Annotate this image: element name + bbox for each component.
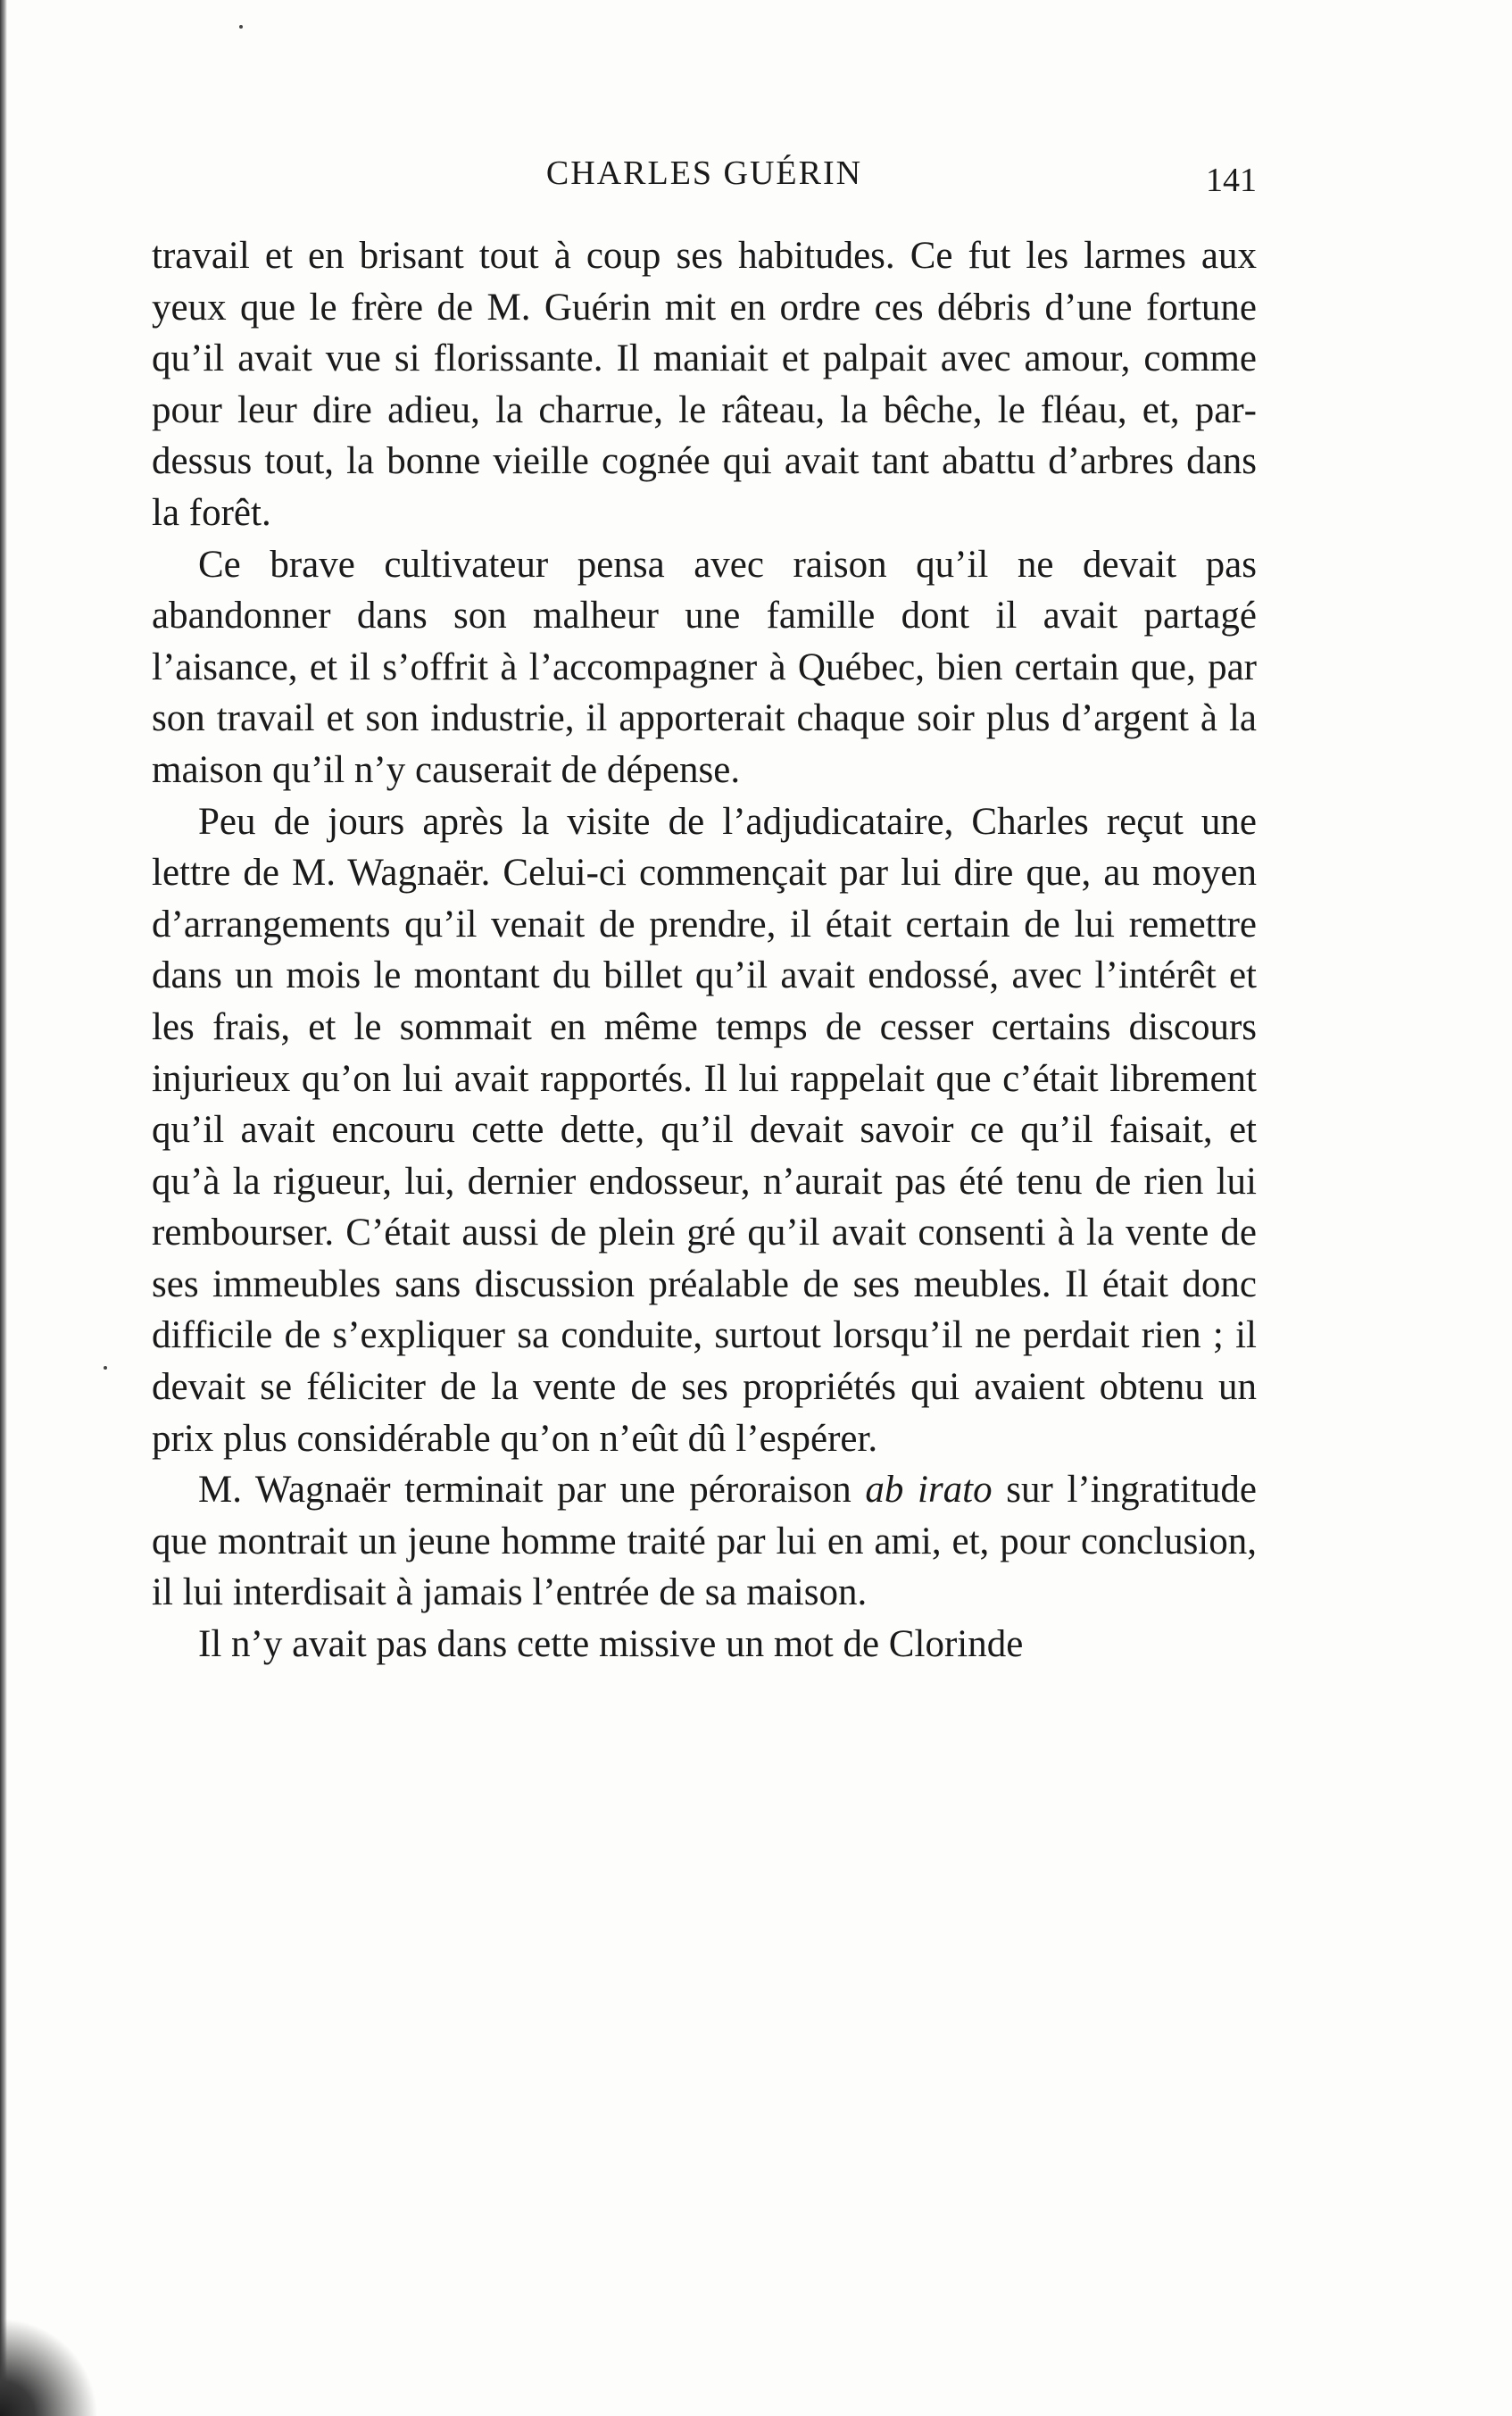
paragraph-1 <box>152 230 1257 539</box>
scan-speck <box>239 25 243 29</box>
running-title: CHARLES GUÉRIN <box>545 154 863 192</box>
paragraph-5-text: Il n’y avait pas dans cette missive un mot de Clorinde <box>198 1623 1024 1666</box>
paragraph-4-italic-phrase: ab irato <box>865 1469 993 1512</box>
body-text <box>152 230 1257 1670</box>
scan-edge-shadow <box>0 0 7 2416</box>
paragraph-4-text-start: M. Wagnaër terminait par une péroraison <box>198 1469 866 1512</box>
page-header <box>152 154 1257 207</box>
page-number: 141 <box>1206 162 1257 199</box>
paragraph-3-text: Peu de jours après la visite de l’adjudicataire, Charles reçut une lettre de M. Wagnaër. Celui-ci commençait par lui dire que, au moyen d’arrangements qu’il venait de prendre, il était certain de lui remettre dans un mois le montant du billet qu’il avait endossé, avec l’intérêt et les frais, et le sommait en même temps de cesser certains discours injurieux qu’on lui avait rapportés. Il lui rappelait que c’était librement qu’il avait encouru cette dette, qu’il devait savoir ce qu’il faisait, et qu’à la rigueur, lui, dernier endosseur, n’aurait pas été tenu de rien lui rembourser. C’était aussi de plein gré qu’il avait consenti à la vente de ses immeubles sans discussion préalable de ses meubles. Il était donc difficile de s’expliquer sa conduite, surtout lorsqu’il ne perdait rien ; il devait se féliciter de la vente de ses propriétés qui avaient obtenu un prix plus considérable qu’on n’eût dû l’espérer. <box>152 800 1257 1460</box>
paragraph-2 <box>152 539 1257 796</box>
paragraph-2-text: Ce brave cultivateur pensa avec raison qu’il ne devait pas abandonner dans son malheur une famille dont il avait partagé l’aisance, et il s’offrit à l’accompagner à Québec, bien certain que, par son travail et son industrie, il apporterait chaque soir plus d’argent à la maison qu’il n’y causerait de dépense. <box>152 543 1257 791</box>
paragraph-3 <box>152 796 1257 1465</box>
paragraph-4-text-end: sur l’ingratitude que montrait un jeune homme traité par lui en ami, et, pour conclusion, il lui interdisait à jamais l’entrée de sa maison. <box>152 1469 1257 1614</box>
scan-speck <box>104 1366 107 1370</box>
corner-shadow <box>0 2318 98 2416</box>
paragraph-5 <box>152 1619 1257 1670</box>
paragraph-4 <box>152 1464 1257 1619</box>
paragraph-1-text: travail et en brisant tout à coup ses habitudes. Ce fut les larmes aux yeux que le frère de M. Guérin mit en ordre ces débris d’une fortune qu’il avait vue si florissante. Il maniait et palpait avec amour, comme pour leur dire adieu, la charrue, le râteau, la bêche, le fléau, et, pardessus tout, la bonne vieille cognée qui avait tant abattu d’arbres dans la forêt. <box>152 235 1257 534</box>
